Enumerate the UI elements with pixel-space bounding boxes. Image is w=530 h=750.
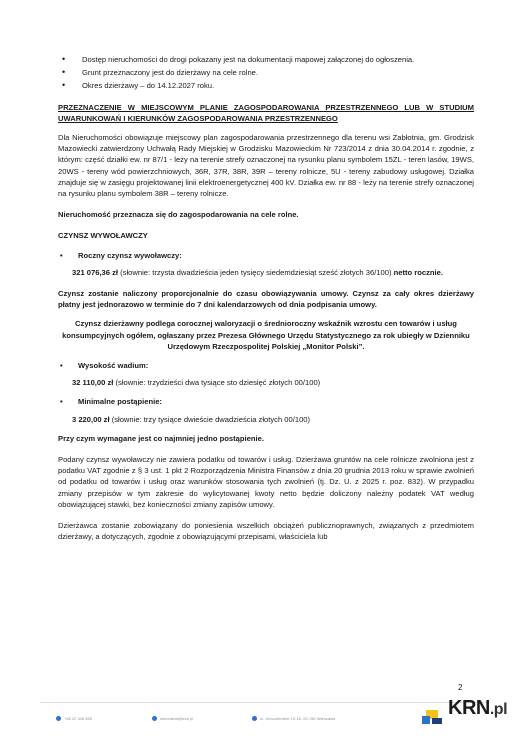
payment-paragraph: Czynsz zostanie naliczony proporcjonalnie do czasu obowiązywania umowy. Czynsz za cały okres dzierżawy płatny jest jednorazowo w terminie do 7 dni kalendarzowych od dnia podpisania umowy. <box>58 289 474 310</box>
bullet-icon: • <box>60 397 63 407</box>
email-icon <box>152 716 157 721</box>
min-step-label-text: Minimalne postąpienie: <box>78 397 162 407</box>
bullet-icon: • <box>60 250 63 260</box>
section-title-rent: CZYNSZ WYWOŁAWCZY <box>58 231 148 241</box>
krn-watermark <box>448 697 508 719</box>
phone-icon <box>56 716 61 721</box>
bullet-item <box>58 54 474 65</box>
location-icon <box>252 716 257 721</box>
annual-rent-label-text: Roczny czynsz wywoławczy: <box>78 250 182 260</box>
bullet-icon: • <box>62 80 66 91</box>
bullet-text: Dostęp nieruchomości do drogi pokazany jest na dokumentacji mapowej załączonej do ogłoszenia. <box>82 55 415 64</box>
annual-rent-value <box>58 267 474 278</box>
bullet-item <box>58 80 474 91</box>
annual-rent-label <box>58 250 474 261</box>
footer-phone-text: +48 22 348 555 <box>64 716 92 721</box>
deposit-amount: 32 110,00 zł <box>72 378 114 388</box>
bullet-text: Okres dzierżawy – do 14.12.2027 roku. <box>82 81 215 91</box>
bullet-item <box>58 67 474 78</box>
watermark-suffix: .pl <box>489 701 508 718</box>
valorization-paragraph: Czynsz dzierżawny podlega corocznej waloryzacji o średnioroczny wskaźnik wzrostu cen towarów i usług konsumpcyjnych ogółem, ogłaszany przez Prezesa Głównego Urzędu Statystycznego za rok ubiegły w Dzienniku Urzędowym Rzeczpospolitej Polskiej „Monitor Polski”. <box>62 319 470 351</box>
footer-email-text: sekretariat@zzk.pl <box>160 716 193 721</box>
bullet-icon: • <box>62 54 66 64</box>
min-step-label <box>58 396 474 407</box>
bullet-icon: • <box>62 67 66 78</box>
footer-address-text: ul. Jerozolimskie 10-16, 00-786 Warszawa <box>260 716 336 721</box>
min-step-words: (słownie: trzy tysiące dwieście dwadzieścia złotych 00/100) <box>109 414 311 424</box>
annual-rent-words: (słownie: trzysta dwadzieścia jeden tysięcy siedemdziesiąt sześć złotych 36/100) <box>118 267 392 277</box>
zoning-paragraph: Dla Nieruchomości obowiązuje miejscowy plan zagospodarowania przestrzennego dla terenu wsi Zabłotnia, gm. Grodzisk Mazowiecki zatwierdzony Uchwałą Rady Miejskiej w Grodzisku Mazowieckim Nr 723/2014 z dnia 30.04.2014 r. zgodnie, z którym: część działki ew. nr 87/1 - leży na terenie strefy oznaczonej na rysunku planu symbolem 15ZL - teren lasów, 19WS, 20WS - tereny wód powierzchniowych, 36R, 37R, 38R, 39R – tereny rolnicze, 5U - tereny zabudowy usługowej. Działka znajduje się w zasięgu projektowanej linii elektroenergetycznej 400 kV. Działka ew. nr 88 - leży na terenie strefy oznaczonej na rysunku planu symbolem 38R – tereny rolnicze. <box>58 133 474 199</box>
footer-address <box>252 713 335 724</box>
deposit-label <box>58 360 474 371</box>
min-step-amount: 3 220,00 zł <box>72 414 110 424</box>
min-step-value <box>58 414 474 425</box>
page-content <box>58 54 474 543</box>
bullet-text: Grunt przeznaczony jest do dzierżawy na cele rolne. <box>82 68 259 78</box>
deposit-value <box>58 377 474 388</box>
obligations-paragraph: Dzierżawca zostanie zobowiązany do poniesienia wszelkich obciążeń publicznoprawnych, związanych z przedmiotem dzierżawy, a dotyczących, zgodnie z obowiązującymi przepisami, właściciela lub <box>58 521 474 542</box>
footer-email <box>152 713 193 724</box>
required-step: Przy czym wymagane jest co najmniej jedno postąpienie. <box>58 433 264 443</box>
vat-paragraph: Podany czynsz wywoławczy nie zawiera podatku od towarów i usług. Dzierżawa gruntów na cele rolnicze zwolniona jest z podatku VAT zgodnie z § 3 ust. 1 pkt 2 Rozporządzenia Ministra Finansów z dnia 20 grudnia 2013 roku w sprawie zwolnień od podatku od towarów i usług oraz warunków stosowania tych zwolnień (tj. Dz. U. z 2025 r. poz. 832). W przypadku zmiany przepisów w tym zakresie do wylicytowanej kwoty netto będzie doliczony należny podatek VAT według obowiązującej stawki, bez konieczności zmiany zapisów umowy. <box>58 455 474 509</box>
deposit-label-text: Wysokość wadium: <box>78 361 149 371</box>
bullet-icon: • <box>60 361 63 371</box>
watermark-brand: KRN <box>448 697 490 719</box>
section-title-zoning: PRZEZNACZENIE W MIEJSCOWYM PLANIE ZAGOSPODAROWANIA PRZESTRZENNEGO LUB W STUDIUM UWARUNKOWAŃ I KIERUNKÓW ZAGOSPODAROWANIA PRZESTRZENNEGO <box>58 102 474 123</box>
annual-rent-suffix: netto rocznie. <box>391 267 444 277</box>
annual-rent-amount: 321 076,36 zł <box>72 267 119 277</box>
zoning-summary: Nieruchomość przeznacza się do zagospodarowania na cele rolne. <box>58 210 299 220</box>
footer-phone <box>56 713 92 724</box>
page-number: 2 <box>458 683 463 692</box>
deposit-words: (słownie: trzydzieści dwa tysiące sto dziesięć złotych 00/100) <box>113 378 321 388</box>
